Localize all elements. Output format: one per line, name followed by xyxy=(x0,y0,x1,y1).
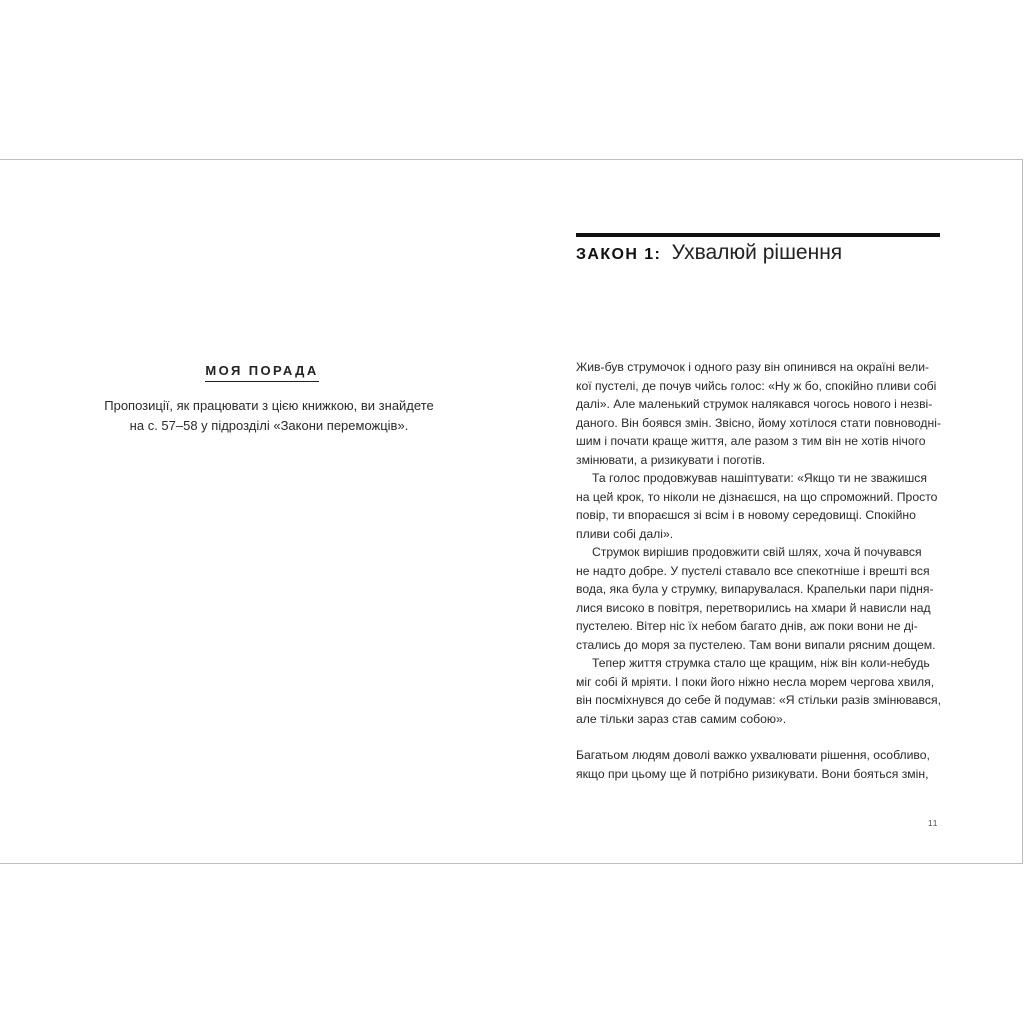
heading-rule xyxy=(576,233,940,237)
tip-body xyxy=(96,396,442,436)
book-spread xyxy=(0,159,1023,864)
chapter-heading xyxy=(576,241,940,265)
text-line: повір, ти впораєшся зі всім і в новому середовищі. Спокійно xyxy=(576,508,916,522)
text-line: пливи собі далі». xyxy=(576,526,674,541)
page-number: 11 xyxy=(928,819,939,828)
text-line: пустелею. Вітер ніс їх небом багато днів, аж поки вони не ді- xyxy=(576,619,918,633)
text-line: Жив-був струмочок і одного разу він опинився на окраїні вели- xyxy=(576,360,930,374)
body-text xyxy=(576,358,940,783)
paragraph-1 xyxy=(576,358,940,469)
paragraph-gap xyxy=(576,728,940,746)
paragraph-5 xyxy=(576,746,940,783)
law-label: ЗАКОН 1: xyxy=(576,246,662,263)
text-line: на цей крок, то ніколи не дізнаєшся, на що спроможний. Просто xyxy=(576,489,938,504)
text-line: шим і почати краще життя, але разом з тим він не хотів нічого xyxy=(576,434,926,448)
paragraph-4 xyxy=(576,654,940,728)
left-page xyxy=(0,160,522,863)
law-title: Ухвалюй рішення xyxy=(671,241,843,264)
text-line: міг собі й мріяти. І поки його ніжно несла морем чергова хвиля, xyxy=(576,674,935,689)
text-line: даного. Він боявся змін. Звісно, йому хотілося стати повноводні- xyxy=(576,415,942,430)
text-line: Багатьом людям доволі важко ухвалювати рішення, особливо, xyxy=(576,748,930,762)
text-line: Струмок вирішив продовжити свій шлях, хоча й почувався xyxy=(592,545,922,559)
text-line: стались до моря за пустелею. Там вони випали рясним дощем. xyxy=(576,637,936,652)
paragraph-3 xyxy=(576,543,940,654)
text-line: кої пустелі, де почув чийсь голос: «Ну ж бо, спокійно пливи собі xyxy=(576,378,937,393)
text-line: не надто добре. У пустелі ставало все спекотніше і врешті вся xyxy=(576,563,930,578)
right-page xyxy=(522,160,1022,863)
text-line: але тільки зараз став самим собою». xyxy=(576,711,787,726)
text-line: вода, яка була у струмку, випарувалася. Крапельки пари підня- xyxy=(576,582,934,596)
tip-line: Пропозиції, як працювати з цією книжкою, ви знайдете xyxy=(104,398,434,413)
tip-heading xyxy=(104,363,420,382)
text-line: він посміхнувся до себе й подумав: «Я стільки разів змінювався, xyxy=(576,693,941,707)
tip-line: на с. 57–58 у підрозділі «Закони переможців». xyxy=(129,418,409,433)
text-line: Та голос продовжував нашіптувати: «Якщо ти не зважишся xyxy=(592,471,927,485)
tip-heading-text: МОЯ ПОРАДА xyxy=(205,363,318,382)
text-line: змінювати, а ризикувати і поготів. xyxy=(576,452,766,467)
text-line: Тепер життя струмка стало ще кращим, ніж він коли-небудь xyxy=(592,656,930,670)
paragraph-2 xyxy=(576,469,940,543)
text-line: якщо при цьому ще й потрібно ризикувати. Вони бояться змін, xyxy=(576,766,929,781)
text-line: лися високо в повітря, перетворились на хмари й нависли над xyxy=(576,600,931,615)
text-line: далі». Але маленький струмок налякався чогось нового і незві- xyxy=(576,397,933,411)
